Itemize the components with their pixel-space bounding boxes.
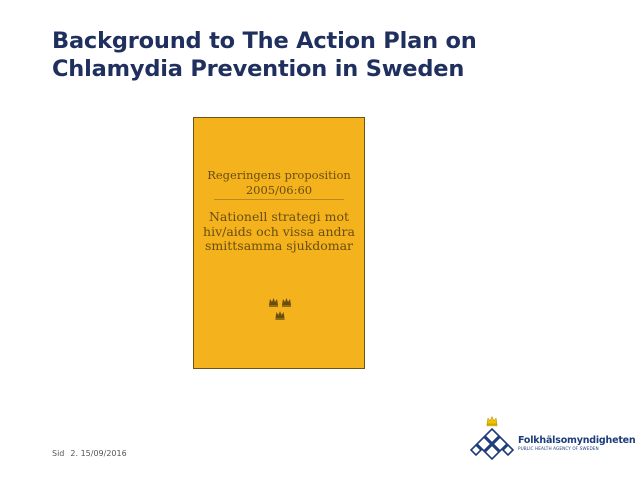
agency-emblem-icon [470,415,516,467]
cover-divider [214,199,344,200]
cover-title-line-3: smittsamma sjukdomar [204,238,354,253]
footer-page-date: 2. 15/09/2016 [70,449,127,458]
book-cover-image [193,117,365,369]
agency-name: Folkhälsomyndigheten [518,435,636,446]
three-crowns-icon [268,296,292,322]
slide-title-line-2: Chlamydia Prevention in Sweden [52,56,465,82]
footer-label: Sid [52,449,65,458]
agency-logo [470,415,636,467]
slide-title-line-1: Background to The Action Plan on [52,28,477,54]
slide-title [52,27,612,83]
cover-header-line-2: 2005/06:60 [245,183,313,197]
cover-header-line-1: Regeringens proposition [207,168,351,182]
cover-title-line-2: hiv/aids och vissa andra [203,223,355,239]
cover-title-line-1: Nationell strategi mot [208,209,349,224]
cover-title [200,210,358,254]
agency-subtitle: PUBLIC HEALTH AGENCY OF SWEDEN [518,446,599,451]
agency-logo-text [518,435,635,452]
slide-footer [52,449,127,458]
